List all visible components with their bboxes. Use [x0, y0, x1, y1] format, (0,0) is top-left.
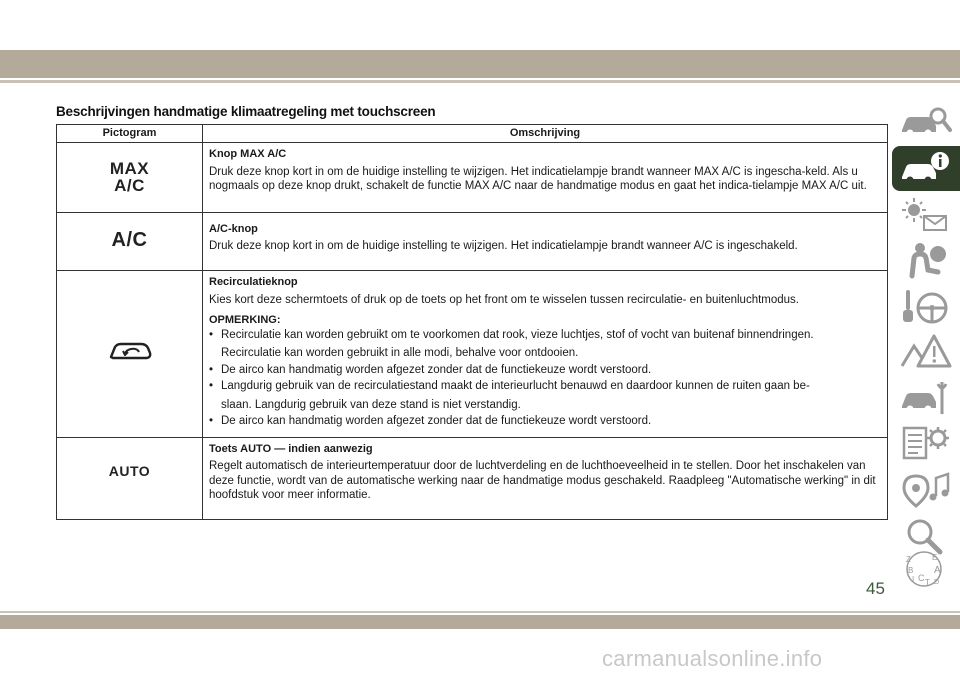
- car-info-icon: [898, 148, 954, 188]
- note-continued: slaan. Langdurig gebruik van deze stand is niet verstandig.: [221, 398, 521, 411]
- tab-warning-lights[interactable]: [892, 192, 960, 237]
- pictogram-cell: [57, 271, 203, 438]
- car-key-search-icon: [898, 102, 954, 142]
- climate-controls-table: [56, 124, 888, 520]
- top-divider: [0, 80, 960, 83]
- watermark: carmanualsonline.info: [602, 646, 823, 671]
- media-music-icon: [898, 470, 954, 510]
- bottom-footer-band: [0, 615, 960, 629]
- top-margin: [0, 0, 960, 50]
- max-ac-pictogram-line-2: A/C: [114, 175, 145, 195]
- note-item: [209, 328, 881, 361]
- note-item: [209, 414, 881, 429]
- tab-multimedia[interactable]: [892, 468, 960, 513]
- row-text: Druk deze knop kort in om de huidige instelling te wijzigen. Het indicatielampje brandt wanneer A/C is ingeschakeld.: [209, 240, 798, 252]
- tab-servicing[interactable]: [892, 376, 960, 421]
- recirculation-icon: [107, 339, 153, 363]
- tab-index[interactable]: [892, 546, 960, 591]
- note-text: De airco kan handmatig worden afgezet zonder dat de functiekeuze wordt verstoord.: [221, 363, 652, 376]
- index-letter: T: [925, 578, 930, 587]
- tab-car-info[interactable]: [892, 146, 960, 191]
- index-letter: A: [934, 565, 941, 576]
- index-letter: I: [912, 575, 915, 584]
- max-ac-pictogram: [63, 160, 196, 194]
- specs-gear-icon: [898, 424, 954, 464]
- section-title: Beschrijvingen handmatige klimaatregeling met touchscreen: [56, 104, 436, 119]
- pictogram-cell: [57, 143, 203, 213]
- table-row: [57, 213, 888, 271]
- row-title: Recirculatieknop: [209, 276, 298, 288]
- warning-light-message-icon: [898, 194, 954, 234]
- pictogram-cell: [57, 437, 203, 519]
- note-item: [209, 379, 881, 412]
- chapter-tab-nav: [892, 100, 960, 590]
- index-letter: D: [934, 579, 940, 586]
- description-cell: [203, 213, 888, 271]
- row-title: A/C-knop: [209, 222, 258, 235]
- table-row: [57, 143, 888, 213]
- tab-car-keys[interactable]: [892, 100, 960, 145]
- column-header-description: Omschrijving: [203, 125, 888, 143]
- index-letter: C: [918, 573, 925, 583]
- index-letter: B: [908, 566, 914, 575]
- tab-starting-driving[interactable]: [892, 284, 960, 329]
- table-row: [57, 271, 888, 438]
- note-text: Recirculatie kan worden gebruikt om te voorkomen dat rook, vieze luchtjes, stof of vocht van buitenaf binnendringen.: [221, 328, 814, 341]
- index-letter: E: [932, 553, 938, 562]
- note-text: De airco kan handmatig worden afgezet zonder dat de functiekeuze wordt verstoord.: [221, 415, 652, 427]
- note-heading: OPMERKING:: [209, 314, 281, 326]
- top-header-band: [0, 50, 960, 78]
- tab-emergencies[interactable]: [892, 330, 960, 375]
- note-continued: Recirculatie kan worden gebruikt in alle modi, behalve voor ontdooien.: [221, 347, 579, 359]
- auto-pictogram: AUTO: [108, 462, 151, 479]
- note-list: [209, 328, 881, 429]
- description-cell: [203, 271, 888, 438]
- row-title: Knop MAX A/C: [209, 148, 287, 160]
- description-cell: [203, 437, 888, 519]
- description-cell: [203, 143, 888, 213]
- max-ac-pictogram-line-1: MAX: [109, 158, 150, 178]
- pictogram-cell: [57, 213, 203, 271]
- index-letters-icon: [898, 548, 954, 588]
- ac-pictogram: A/C: [111, 229, 148, 252]
- column-header-pictogram: Pictogram: [57, 125, 203, 143]
- note-text: Langdurig gebruik van de recirculatiestand maakt de interieurlucht benauwd en daardoor kunnen de ruiten gaan be-: [221, 380, 810, 392]
- steering-wheel-gear-icon: [898, 286, 954, 326]
- table-header-row: [57, 125, 888, 143]
- index-letter: Z: [906, 555, 911, 564]
- row-text: Regelt automatisch de interieurtemperatuur door de luchtverdeling en de luchthoeveelheid in te stellen. Door het inschakelen van deze functie, wordt van de automatische werking naar de handmatige modus geschakeld. Raadpleeg "Automatische werking" in dit hoofdstuk voor meer informatie.: [209, 460, 876, 501]
- tab-safety[interactable]: [892, 238, 960, 283]
- row-text: Kies kort deze schermtoets of druk op de toets op het front om te wisselen tussen recirculatie- en buitenluchtmodus.: [209, 293, 799, 306]
- table-row: [57, 437, 888, 519]
- road-warning-icon: [898, 332, 954, 372]
- row-title: Toets AUTO — indien aanwezig: [209, 442, 373, 455]
- airbag-seat-icon: [898, 240, 954, 280]
- note-item: [209, 363, 881, 378]
- page-number: 45: [866, 579, 885, 598]
- bottom-divider: [0, 611, 960, 613]
- tab-technical-specs[interactable]: [892, 422, 960, 467]
- car-service-wrench-icon: [898, 378, 954, 418]
- row-text: Druk deze knop kort in om de huidige instelling te wijzigen. Het indicatielampje brandt wanneer MAX A/C is ingescha-keld. Als u nogmaals op deze knop drukt, schakelt de functie MAX A/C naar de handmatige modus en gaat het indica-tielampje MAX A/C uit.: [209, 165, 867, 192]
